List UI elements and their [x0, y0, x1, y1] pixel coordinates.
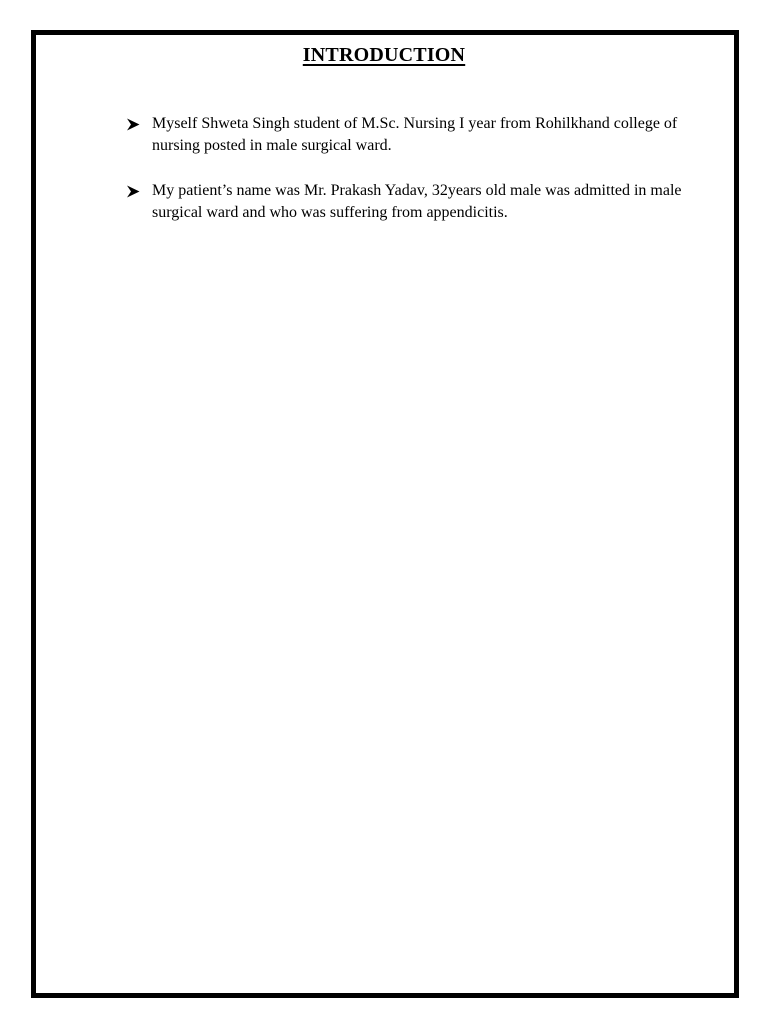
list-item: [126, 180, 722, 224]
arrowhead-bullet-icon: [126, 118, 140, 131]
arrowhead-bullet-icon: [126, 185, 140, 198]
bullet-text: Myself Shweta Singh student of M.Sc. Nursing I year from Rohilkhand college of nursing posted in male surgical ward.: [152, 115, 678, 154]
list-item: [126, 113, 722, 157]
page-title: INTRODUCTION: [302, 44, 466, 66]
bullet-list: [126, 113, 722, 247]
bullet-text: My patient’s name was Mr. Prakash Yadav, 32years old male was admitted in male surgical ward and who was suffering from appendicitis.: [152, 182, 682, 221]
